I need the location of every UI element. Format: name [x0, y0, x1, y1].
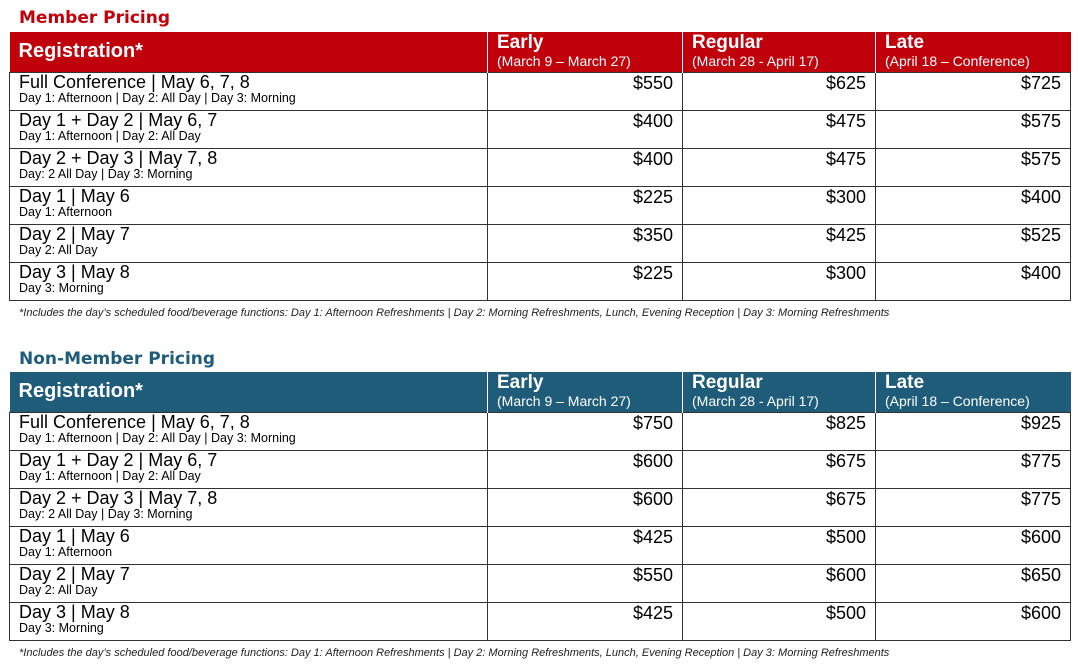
registration-name: Full Conference | May 6, 7, 8 — [19, 71, 250, 92]
header-early-dates: (March 9 – March 27) — [497, 53, 631, 69]
registration-cell — [10, 224, 488, 262]
registration-name: Day 2 | May 7 — [19, 223, 130, 244]
table-row — [10, 488, 1071, 526]
price-late: $775 — [876, 450, 1071, 488]
registration-detail: Day 1: Afternoon | Day 2: All Day | Day 3: Morning — [19, 430, 296, 445]
table-row — [10, 262, 1071, 300]
registration-name: Day 3 | May 8 — [19, 601, 130, 622]
price-early: $400 — [488, 110, 683, 148]
price-early: $425 — [488, 526, 683, 564]
registration-cell — [10, 186, 488, 224]
registration-detail: Day 3: Morning — [19, 620, 104, 635]
price-late: $925 — [876, 412, 1071, 450]
price-late: $400 — [876, 186, 1071, 224]
table-row — [10, 224, 1071, 262]
registration-detail: Day 2: All Day — [19, 582, 98, 597]
registration-detail: Day 1: Afternoon — [19, 204, 113, 219]
price-early: $225 — [488, 262, 683, 300]
member-pricing-section — [0, 0, 1078, 330]
price-regular: $475 — [683, 110, 876, 148]
header-late-label: Late — [885, 372, 925, 393]
price-early: $225 — [488, 186, 683, 224]
price-regular: $675 — [683, 450, 876, 488]
nonmember-pricing-section — [0, 340, 1078, 668]
registration-cell — [10, 412, 488, 450]
registration-cell — [10, 602, 488, 640]
price-early: $550 — [488, 72, 683, 110]
price-late: $650 — [876, 564, 1071, 602]
price-early: $600 — [488, 450, 683, 488]
price-regular: $500 — [683, 526, 876, 564]
registration-detail: Day: 2 All Day | Day 3: Morning — [19, 166, 193, 181]
registration-detail: Day: 2 All Day | Day 3: Morning — [19, 506, 193, 521]
price-late: $400 — [876, 262, 1071, 300]
price-regular: $300 — [683, 262, 876, 300]
registration-cell — [10, 564, 488, 602]
header-regular — [683, 32, 876, 72]
header-regular-label: Regular — [692, 372, 763, 393]
price-regular: $300 — [683, 186, 876, 224]
header-regular — [683, 372, 876, 412]
header-early — [488, 372, 683, 412]
table-header-row — [10, 32, 1071, 72]
table-row — [10, 564, 1071, 602]
header-early-label: Early — [497, 372, 544, 393]
price-regular: $600 — [683, 564, 876, 602]
registration-cell — [10, 488, 488, 526]
registration-detail: Day 1: Afternoon | Day 2: All Day — [19, 468, 201, 483]
nonmember-pricing-table — [9, 372, 1071, 641]
header-late-label: Late — [885, 32, 925, 53]
member-footnote: *Includes the day’s scheduled food/beverage functions: Day 1: Afternoon Refreshments | Day 2: Morning Refreshments, Lunch, Evening Reception | Day 3: Morning Refreshments — [19, 307, 890, 319]
registration-cell — [10, 148, 488, 186]
header-early — [488, 32, 683, 72]
header-early-label: Early — [497, 32, 544, 53]
price-late: $775 — [876, 488, 1071, 526]
table-row — [10, 72, 1071, 110]
header-regular-dates: (March 28 - April 17) — [692, 393, 819, 409]
header-regular-label: Regular — [692, 32, 763, 53]
price-early: $550 — [488, 564, 683, 602]
registration-name: Day 2 + Day 3 | May 7, 8 — [19, 487, 218, 508]
header-registration: Registration* — [10, 32, 488, 72]
table-row — [10, 450, 1071, 488]
registration-cell — [10, 526, 488, 564]
nonmember-pricing-title: Non-Member Pricing — [19, 349, 216, 369]
registration-name: Day 1 | May 6 — [19, 525, 130, 546]
table-row — [10, 526, 1071, 564]
price-early: $750 — [488, 412, 683, 450]
table-row — [10, 186, 1071, 224]
nonmember-footnote: *Includes the day’s scheduled food/beverage functions: Day 1: Afternoon Refreshments | Day 2: Morning Refreshments, Lunch, Evening Reception | Day 3: Morning Refreshments — [19, 647, 890, 659]
registration-cell — [10, 72, 488, 110]
registration-detail: Day 1: Afternoon | Day 2: All Day | Day 3: Morning — [19, 90, 296, 105]
price-regular: $675 — [683, 488, 876, 526]
price-late: $600 — [876, 602, 1071, 640]
price-late: $575 — [876, 110, 1071, 148]
header-late-dates: (April 18 – Conference) — [885, 393, 1030, 409]
registration-detail: Day 1: Afternoon | Day 2: All Day — [19, 128, 201, 143]
registration-detail: Day 3: Morning — [19, 280, 104, 295]
price-early: $400 — [488, 148, 683, 186]
registration-name: Day 1 + Day 2 | May 6, 7 — [19, 449, 218, 470]
price-regular: $625 — [683, 72, 876, 110]
price-regular: $425 — [683, 224, 876, 262]
price-regular: $475 — [683, 148, 876, 186]
header-late — [876, 32, 1071, 72]
member-pricing-table — [9, 32, 1071, 301]
registration-name: Full Conference | May 6, 7, 8 — [19, 411, 250, 432]
price-late: $725 — [876, 72, 1071, 110]
header-late — [876, 372, 1071, 412]
registration-name: Day 3 | May 8 — [19, 261, 130, 282]
header-early-dates: (March 9 – March 27) — [497, 393, 631, 409]
registration-cell — [10, 262, 488, 300]
registration-name: Day 2 + Day 3 | May 7, 8 — [19, 147, 218, 168]
price-late: $525 — [876, 224, 1071, 262]
price-early: $600 — [488, 488, 683, 526]
registration-detail: Day 2: All Day — [19, 242, 98, 257]
header-regular-dates: (March 28 - April 17) — [692, 53, 819, 69]
price-late: $600 — [876, 526, 1071, 564]
registration-name: Day 1 + Day 2 | May 6, 7 — [19, 109, 218, 130]
registration-name: Day 1 | May 6 — [19, 185, 130, 206]
table-header-row — [10, 372, 1071, 412]
price-late: $575 — [876, 148, 1071, 186]
table-row — [10, 110, 1071, 148]
registration-cell — [10, 450, 488, 488]
registration-cell — [10, 110, 488, 148]
price-early: $350 — [488, 224, 683, 262]
member-pricing-title: Member Pricing — [19, 8, 171, 28]
header-registration: Registration* — [10, 372, 488, 412]
registration-name: Day 2 | May 7 — [19, 563, 130, 584]
table-row — [10, 602, 1071, 640]
price-regular: $825 — [683, 412, 876, 450]
price-early: $425 — [488, 602, 683, 640]
table-row — [10, 412, 1071, 450]
price-regular: $500 — [683, 602, 876, 640]
header-late-dates: (April 18 – Conference) — [885, 53, 1030, 69]
table-row — [10, 148, 1071, 186]
registration-detail: Day 1: Afternoon — [19, 544, 113, 559]
